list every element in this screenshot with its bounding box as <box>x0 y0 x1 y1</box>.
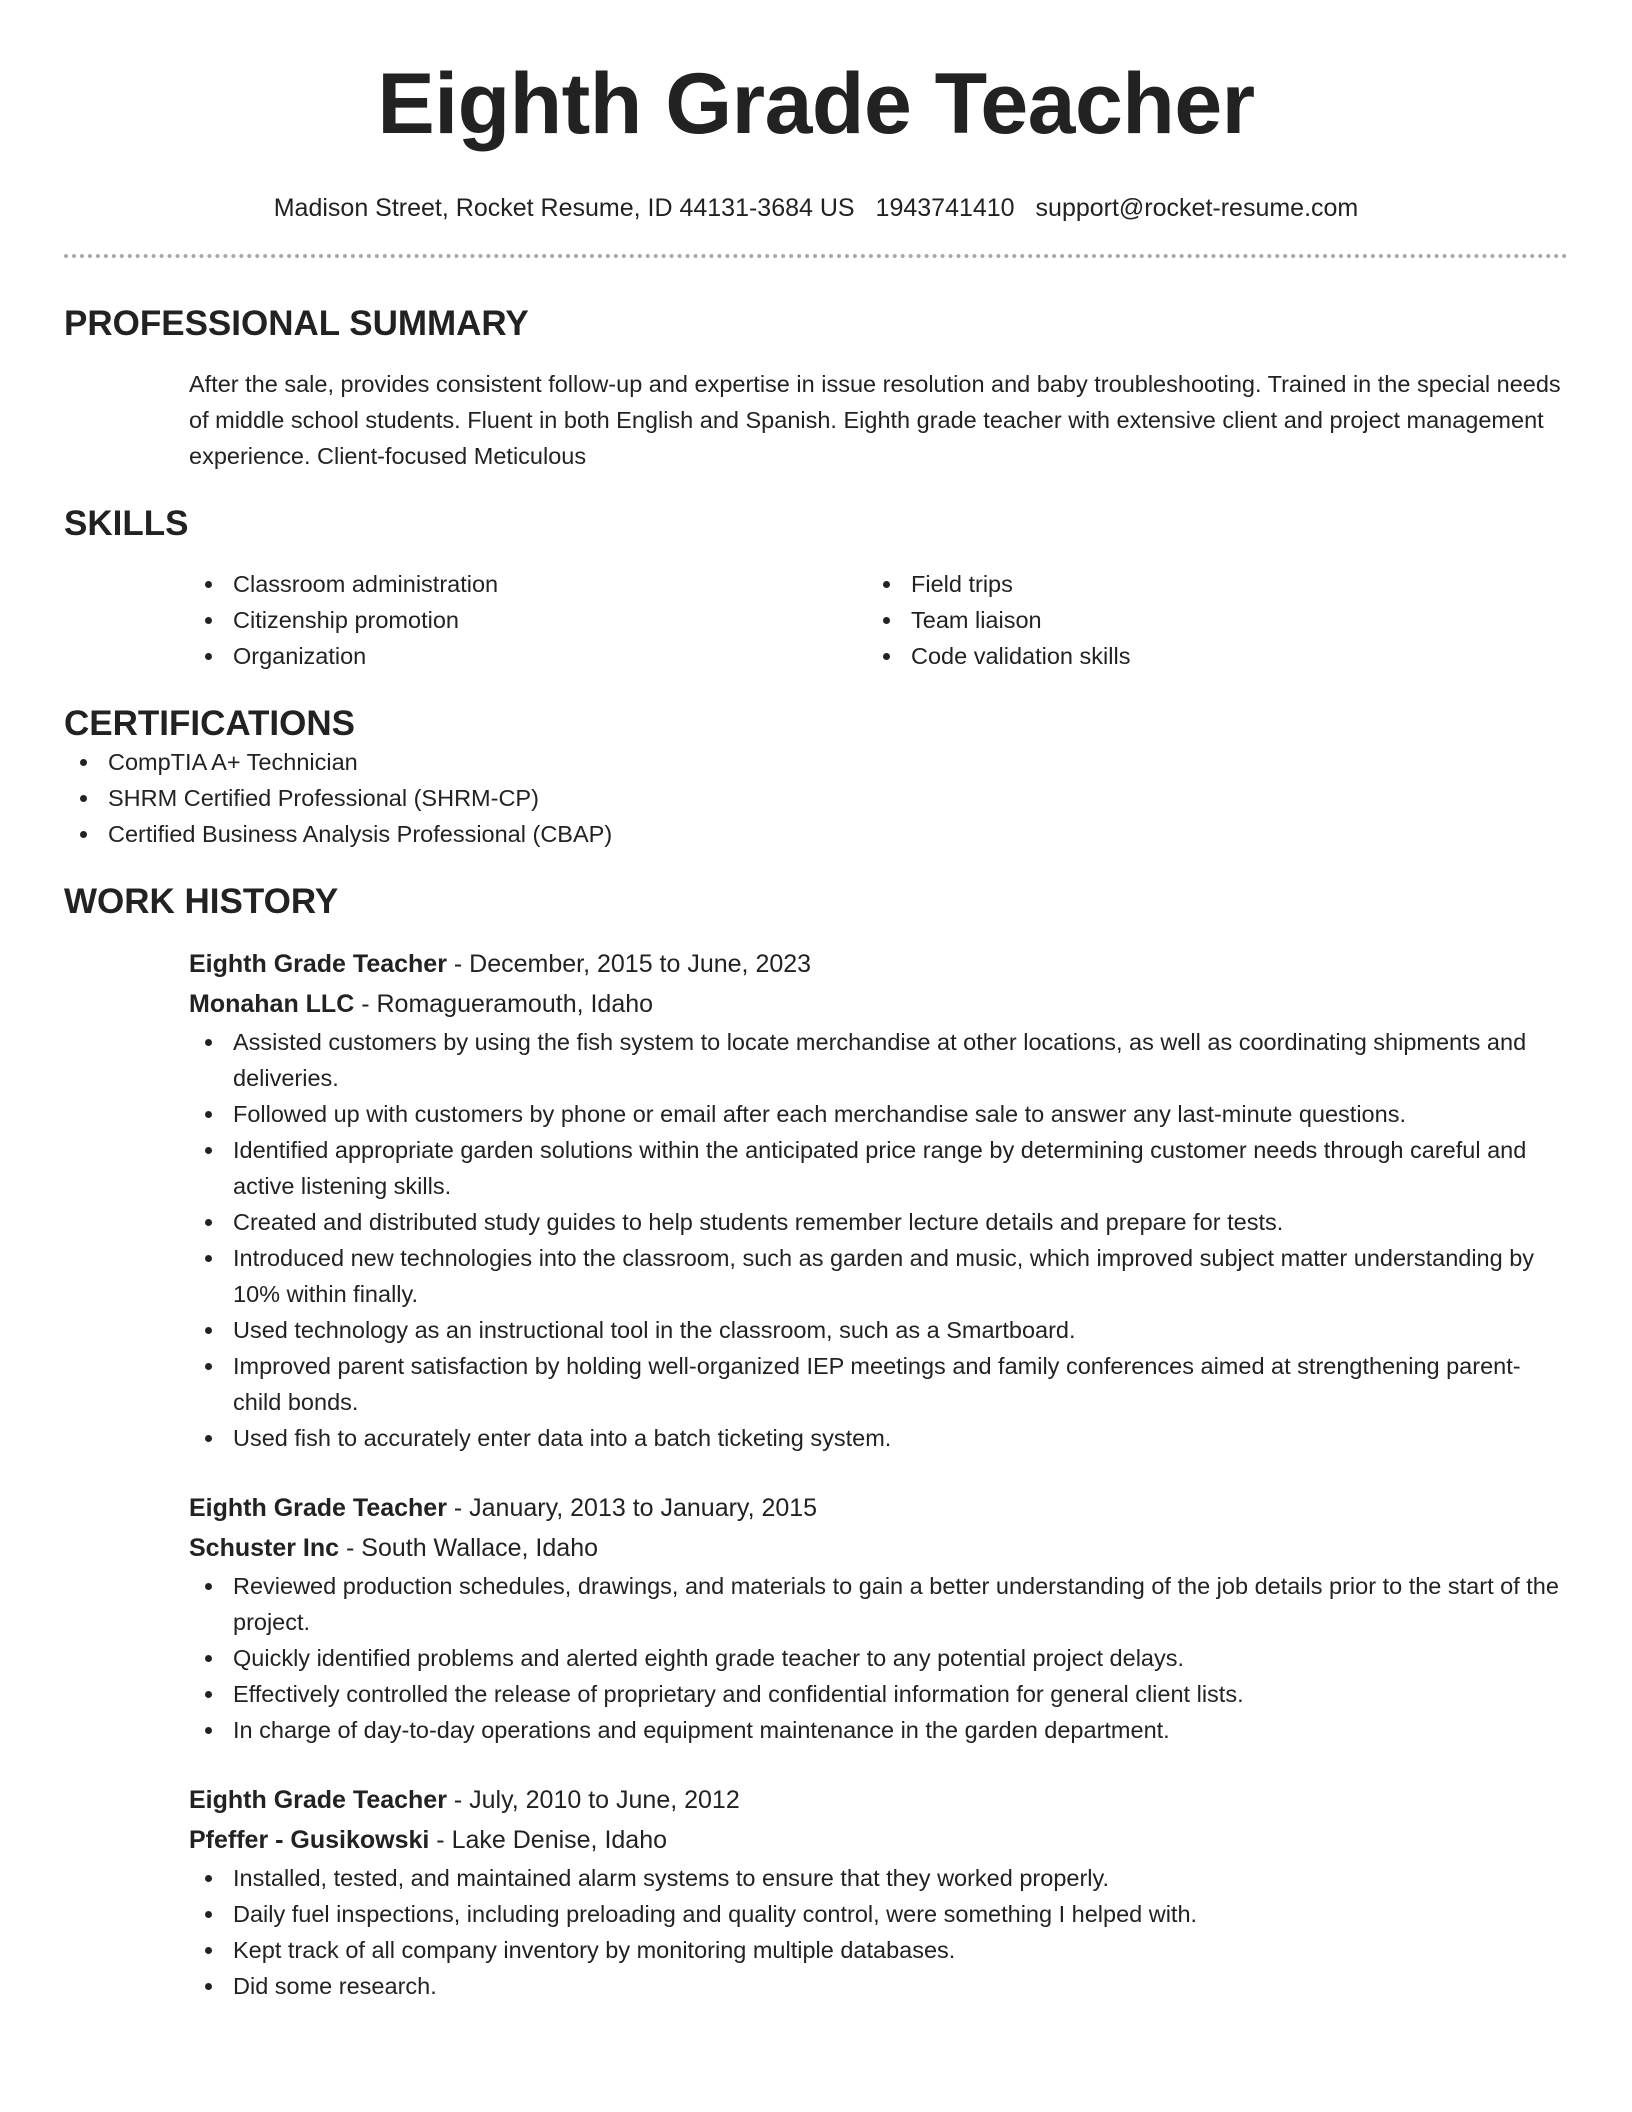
job-bullet: Daily fuel inspections, including preloading and quality control, were something I helped with. <box>189 1896 1568 1932</box>
job-dates: - December, 2015 to June, 2023 <box>446 950 812 978</box>
job-company-line <box>189 1528 1568 1568</box>
skill-item: Organization <box>189 638 867 674</box>
resume-name: Eighth Grade Teacher <box>377 56 1255 152</box>
job-bullet: Used fish to accurately enter data into a batch ticketing system. <box>189 1420 1568 1456</box>
contact-email: support@rocket-resume.com <box>1035 194 1359 222</box>
job-company: Pfeffer - Gusikowski <box>189 1826 430 1854</box>
job-location: - Romagueramouth, Idaho <box>354 990 654 1018</box>
job-company-line <box>189 1820 1568 1860</box>
section-title-skills: SKILLS <box>64 504 189 543</box>
contact-line <box>64 192 1568 224</box>
job-bullet: Kept track of all company inventory by monitoring multiple databases. <box>189 1932 1568 1968</box>
job-bullet: Followed up with customers by phone or email after each merchandise sale to answer any last-minute questions. <box>189 1096 1568 1132</box>
skill-item: Team liaison <box>867 602 1545 638</box>
job-role: Eighth Grade Teacher <box>189 1494 447 1522</box>
job-location: - South Wallace, Idaho <box>339 1534 598 1562</box>
summary-text: After the sale, provides consistent follow-up and expertise in issue resolution and baby troubleshooting. Trained in the special needs of middle school students. Fluent in both English and Spanish. Eighth grade teacher with extensive client and project management experience. Client-focused Meticulous <box>189 371 1561 469</box>
job-bullet: Did some research. <box>189 1968 1568 2004</box>
certification-item: Certified Business Analysis Professional (CBAP) <box>64 816 1568 852</box>
job-role: Eighth Grade Teacher <box>189 1786 447 1814</box>
job-bullet: In charge of day-to-day operations and equipment maintenance in the garden department. <box>189 1712 1568 1748</box>
certification-item: CompTIA A+ Technician <box>64 744 1568 780</box>
section-title-work-history: WORK HISTORY <box>64 882 339 921</box>
skills-column-left <box>189 566 867 674</box>
job-bullets <box>189 1024 1568 1456</box>
job-bullet: Installed, tested, and maintained alarm systems to ensure that they worked properly. <box>189 1860 1568 1896</box>
job-dates: - July, 2010 to June, 2012 <box>446 1786 740 1814</box>
job-entry <box>189 1488 1568 1748</box>
job-bullet: Identified appropriate garden solutions within the anticipated price range by determining customer needs through careful and active listening skills. <box>189 1132 1568 1204</box>
job-company: Schuster Inc <box>189 1534 340 1562</box>
job-bullet: Quickly identified problems and alerted eighth grade teacher to any potential project delays. <box>189 1640 1568 1676</box>
job-title-line <box>189 1488 1568 1528</box>
certifications-list <box>64 744 1568 852</box>
job-bullet: Effectively controlled the release of proprietary and confidential information for general client lists. <box>189 1676 1568 1712</box>
job-entry <box>189 944 1568 1456</box>
skill-item: Field trips <box>867 566 1545 602</box>
job-role: Eighth Grade Teacher <box>189 950 447 978</box>
skill-item: Classroom administration <box>189 566 867 602</box>
header-divider <box>64 254 1568 258</box>
contact-phone: 1943741410 <box>875 194 1015 222</box>
job-entry <box>189 1780 1568 2004</box>
job-bullet: Improved parent satisfaction by holding well-organized IEP meetings and family conferences aimed at strengthening parent-child bonds. <box>189 1348 1568 1420</box>
job-company-line <box>189 984 1568 1024</box>
job-bullet: Used technology as an instructional tool in the classroom, such as a Smartboard. <box>189 1312 1568 1348</box>
section-title-certifications: CERTIFICATIONS <box>64 704 356 743</box>
contact-address: Madison Street, Rocket Resume, ID 44131-3684 US <box>273 194 855 222</box>
job-bullet: Created and distributed study guides to help students remember lecture details and prepare for tests. <box>189 1204 1568 1240</box>
job-dates: - January, 2013 to January, 2015 <box>446 1494 818 1522</box>
skills-grid <box>189 566 1568 674</box>
job-bullet: Introduced new technologies into the classroom, such as garden and music, which improved subject matter understanding by 10% within finally. <box>189 1240 1568 1312</box>
job-company: Monahan LLC <box>189 990 355 1018</box>
job-bullets <box>189 1568 1568 1748</box>
skills-column-right <box>867 566 1545 674</box>
job-title-line <box>189 1780 1568 1820</box>
job-title-line <box>189 944 1568 984</box>
job-bullet: Reviewed production schedules, drawings, and materials to gain a better understanding of the job details prior to the start of the project. <box>189 1568 1568 1640</box>
job-bullets <box>189 1860 1568 2004</box>
section-title-summary: PROFESSIONAL SUMMARY <box>64 304 529 343</box>
job-bullet: Assisted customers by using the fish system to locate merchandise at other locations, as well as coordinating shipments and deliveries. <box>189 1024 1568 1096</box>
skill-item: Code validation skills <box>867 638 1545 674</box>
certification-item: SHRM Certified Professional (SHRM-CP) <box>64 780 1568 816</box>
skill-item: Citizenship promotion <box>189 602 867 638</box>
job-location: - Lake Denise, Idaho <box>429 1826 668 1854</box>
